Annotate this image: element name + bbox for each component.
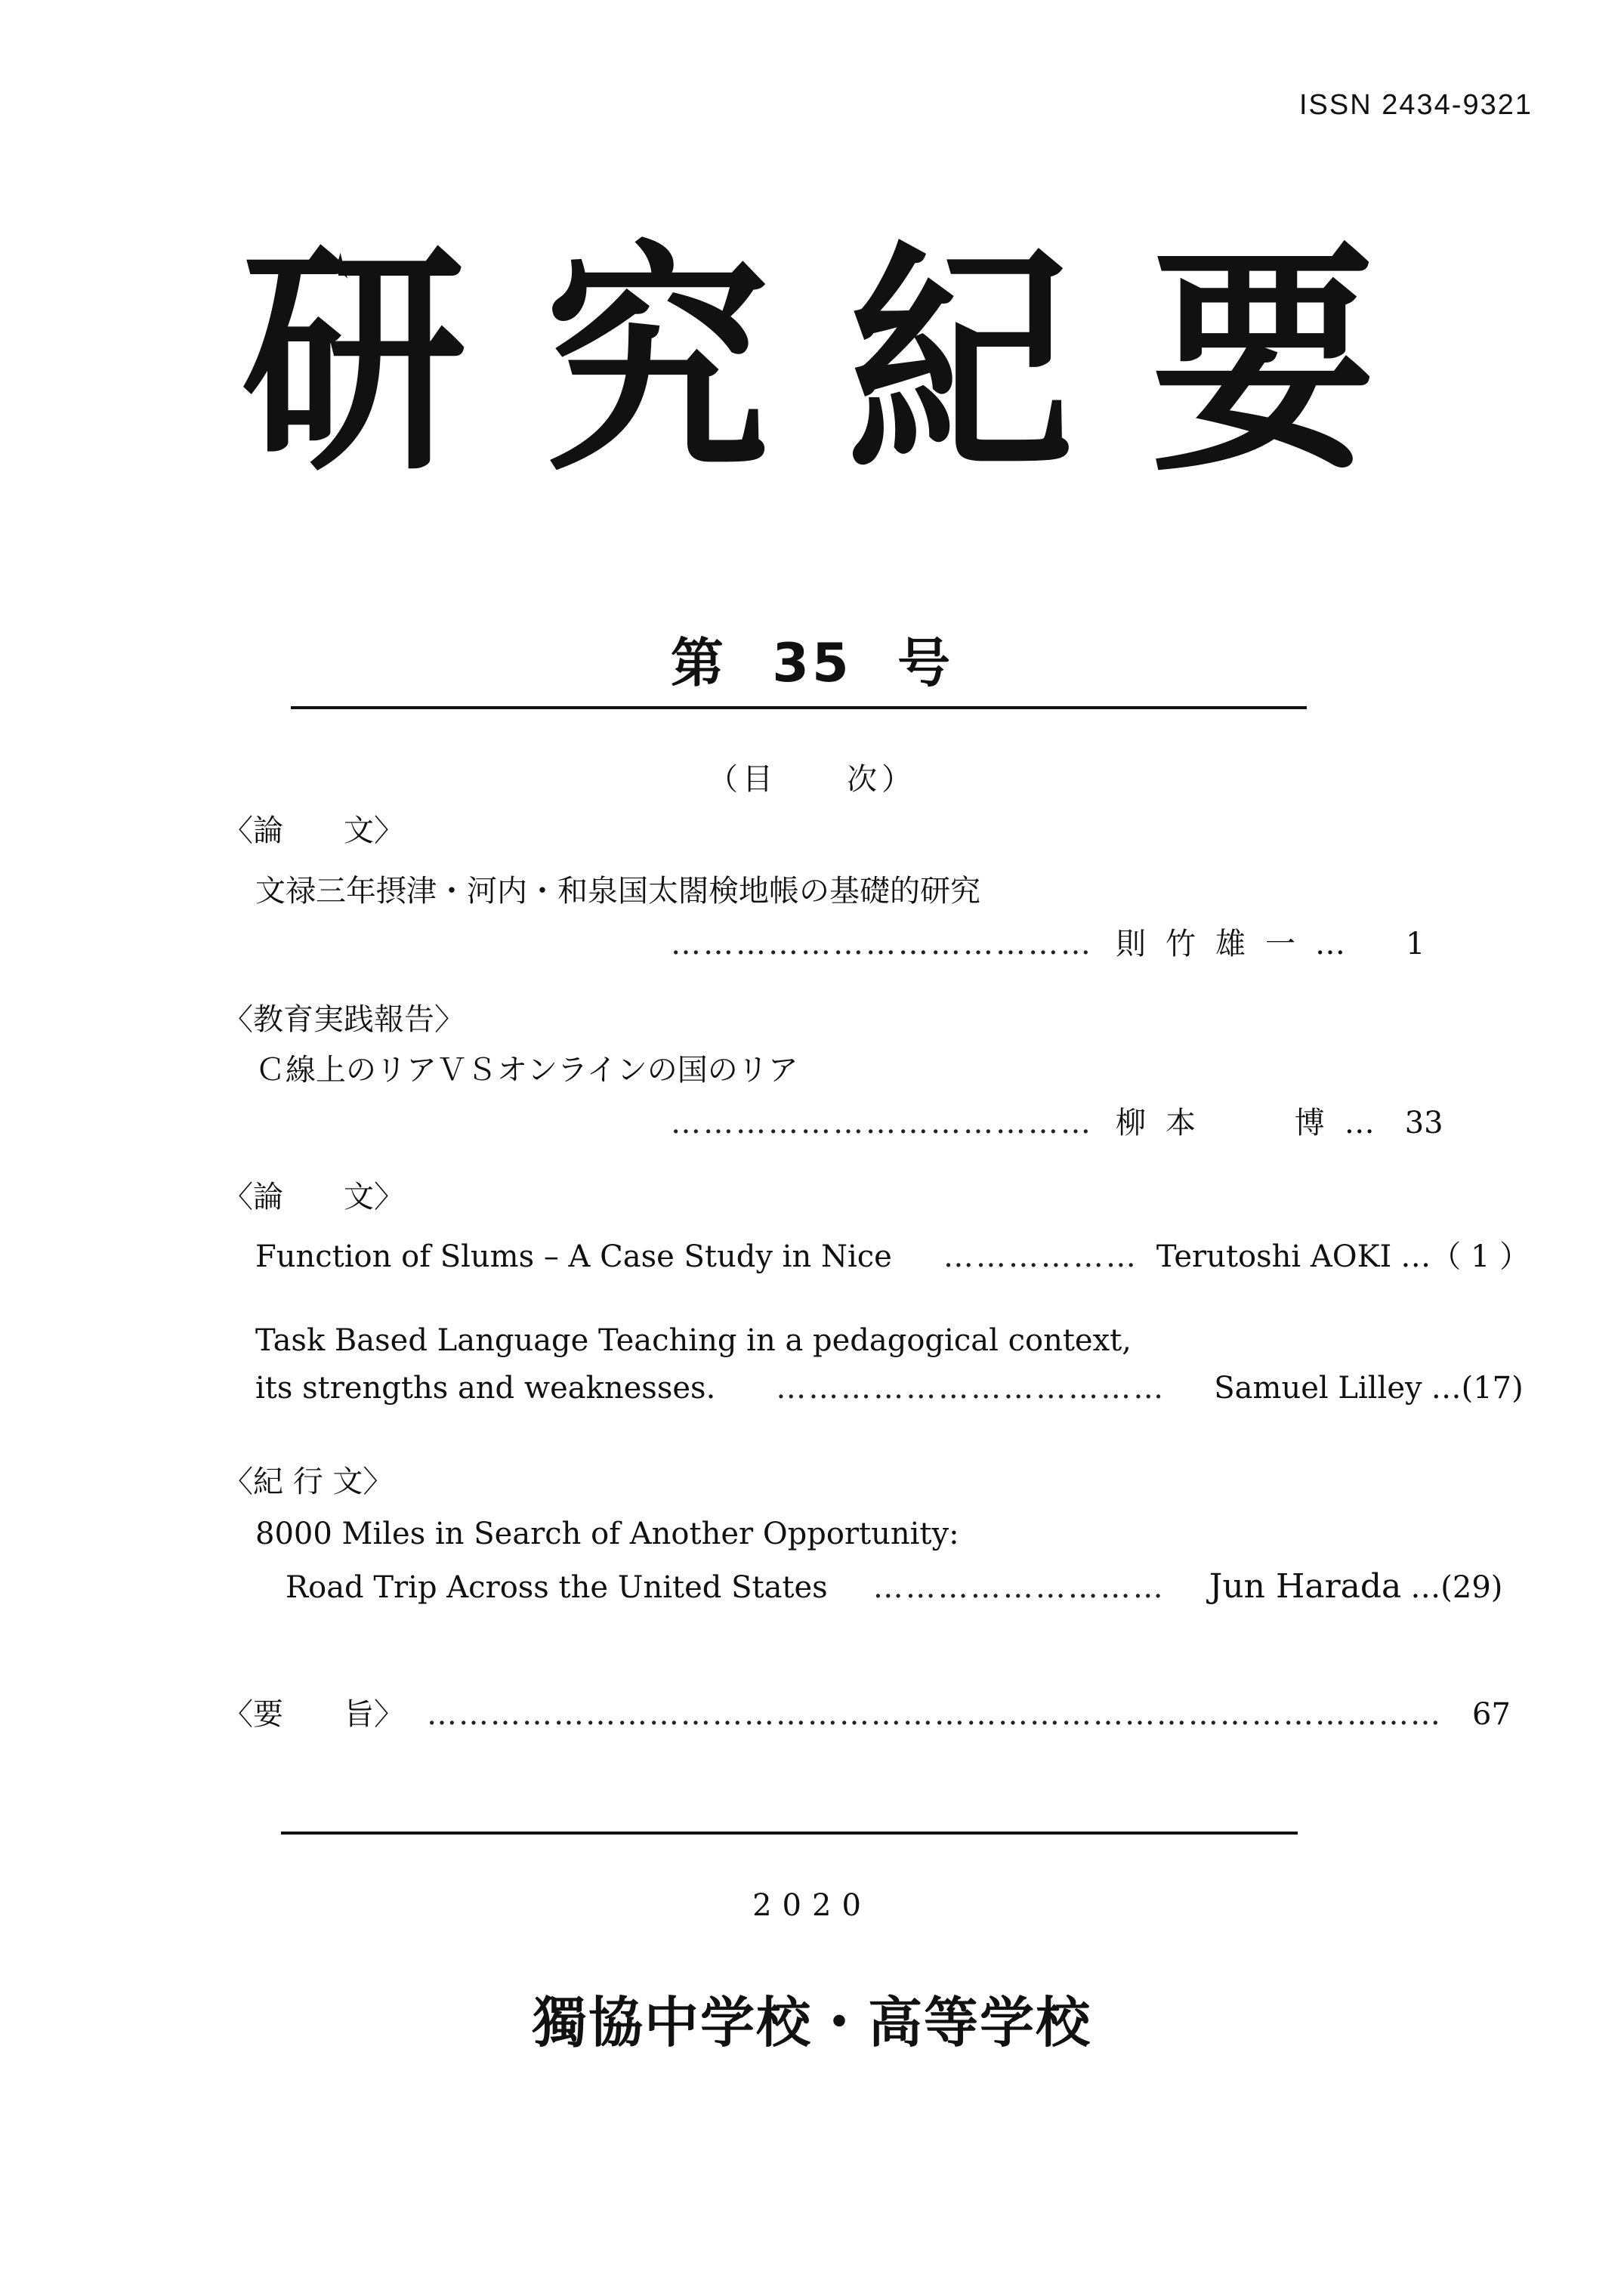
toc-entry-line — [671, 920, 1425, 963]
toc-entry-title: Function of Slums – A Case Study in Nice — [255, 1239, 892, 1274]
toc-entry-author: 柳本 博 — [1116, 1106, 1345, 1140]
toc-entry-author: Terutoshi AOKI — [1156, 1239, 1392, 1274]
issn-number: ISSN 2434-9321 — [1299, 89, 1533, 121]
top-divider — [291, 706, 1307, 709]
leader-dots: ……………… — [943, 1239, 1138, 1274]
toc-entry-title: 8000 Miles in Search of Another Opportunity: — [255, 1517, 959, 1551]
toc-entry-title: Task Based Language Teaching in a pedagogical context, — [255, 1323, 1132, 1358]
issue-number: 第 35 号 — [670, 632, 954, 694]
toc-entry-title: Ｃ線上のリアＶＳオンラインの国のリア — [255, 1053, 798, 1088]
section-heading-ronbun-1: 〈論 文〉 — [223, 813, 404, 848]
toc-entry-page: … 1 — [1315, 927, 1425, 961]
section-heading-ronbun-2: 〈論 文〉 — [223, 1180, 404, 1214]
section-heading-youshi: 〈要 旨〉 — [223, 1697, 404, 1732]
bottom-divider — [281, 1832, 1298, 1835]
leader-dots: ………………………………… — [671, 927, 1093, 961]
toc-entry-author: Samuel Lilley — [1214, 1371, 1422, 1406]
section-heading-kyouiku: 〈教育実践報告〉 — [223, 1002, 465, 1037]
toc-heading: （目 次） — [708, 762, 916, 797]
toc-entry-line — [286, 1567, 1502, 1606]
leader-dots: …………………………………………………………………………………… — [427, 1697, 1442, 1732]
toc-entry-title: 文禄三年摂津・河内・和泉国太閤検地帳の基礎的研究 — [255, 874, 980, 909]
toc-entry-author: Jun Harada — [1209, 1567, 1402, 1606]
toc-entry-line — [223, 1690, 1511, 1733]
toc-entry-line — [255, 1371, 1524, 1406]
leader-dots: ……………………… — [872, 1570, 1166, 1605]
toc-entry-page: …（ 1 ） — [1400, 1239, 1530, 1274]
school-name: 獨協中学校・高等学校 — [532, 1990, 1091, 2054]
journal-title: 研 究 紀 要 — [242, 221, 1376, 504]
toc-entry-page: 67 — [1472, 1697, 1511, 1732]
toc-entry-page: …(17) — [1431, 1371, 1524, 1406]
leader-dots: ……………………………… — [776, 1371, 1166, 1406]
toc-entry-line — [671, 1099, 1443, 1142]
toc-entry-author: 則竹雄一 — [1116, 927, 1315, 961]
section-heading-kikoubun: 〈紀 行 文〉 — [223, 1464, 394, 1499]
toc-entry-title-continued: its strengths and weaknesses. — [255, 1371, 716, 1406]
publication-year: 2020 — [752, 1888, 872, 1923]
toc-entry-page: …(29) — [1410, 1570, 1503, 1605]
toc-entry-line — [255, 1233, 1530, 1276]
toc-entry-page: … 33 — [1344, 1106, 1443, 1140]
leader-dots: ………………………………… — [671, 1106, 1093, 1140]
toc-entry-title-continued: Road Trip Across the United States — [286, 1570, 828, 1605]
